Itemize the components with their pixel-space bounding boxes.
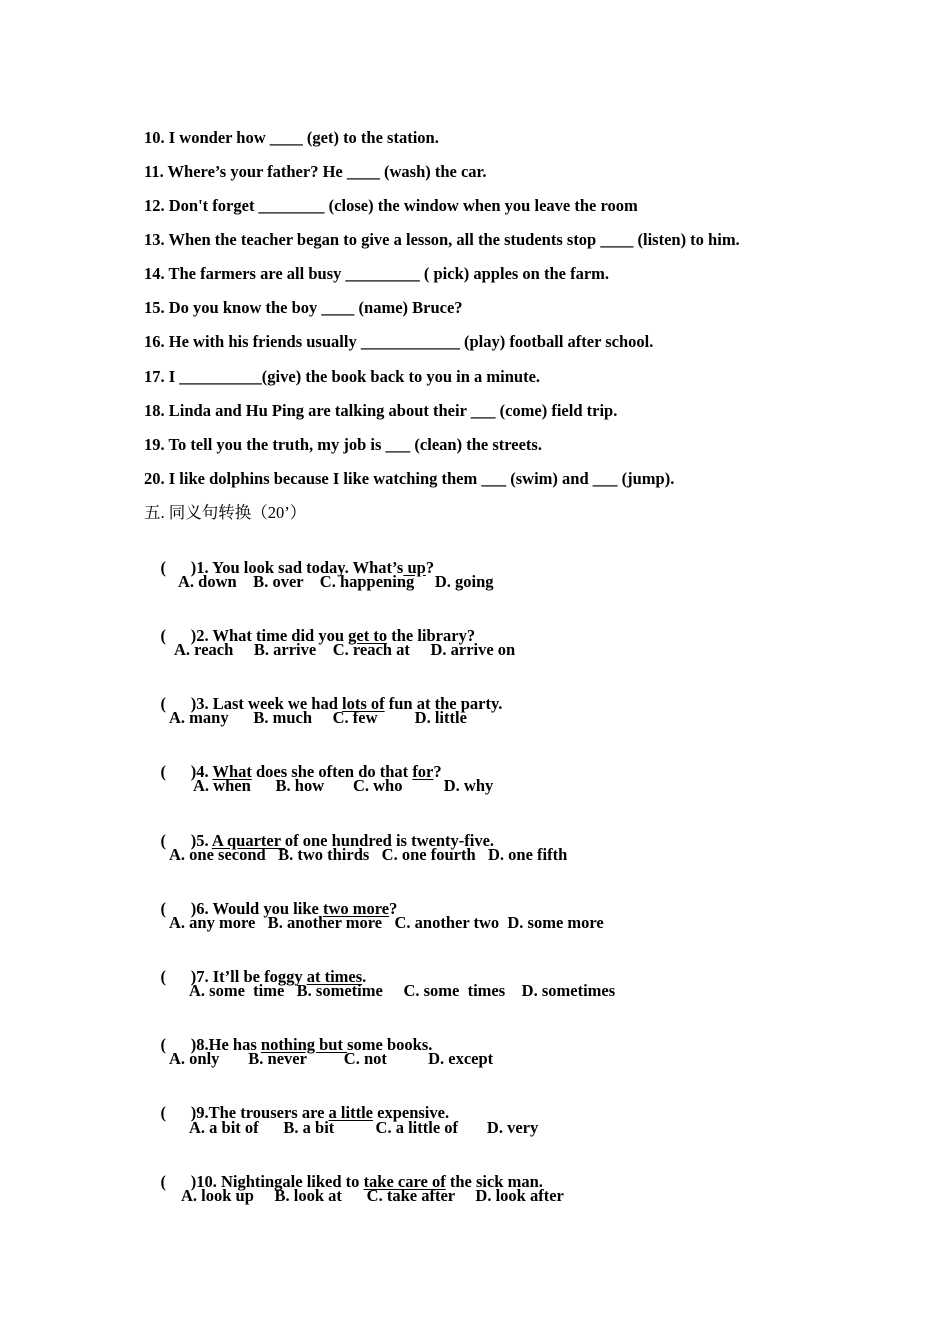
question-text: ?	[433, 762, 442, 781]
fill-item-13: 13. When the teacher began to give a lesson, all the students stop ____ (listen) to him.	[144, 230, 740, 249]
fill-item-14: 14. The farmers are all busy _________ ( pick) apples on the farm.	[144, 264, 610, 283]
question-text: 4.	[196, 762, 213, 781]
question-text: 9.The trousers are	[196, 1103, 329, 1122]
question-text: 2. What time did you	[196, 626, 349, 645]
question-text: 10. Nightingale liked to	[196, 1172, 364, 1191]
question-text: does she often do that	[251, 762, 413, 781]
options-4: A. when B. how C. who D. why	[193, 776, 494, 795]
question-text: 5.	[196, 831, 212, 850]
options-1: A. down B. over C. happening D. going	[178, 572, 494, 591]
answer-paren: ( )	[160, 967, 197, 986]
answer-paren: ( )	[160, 1103, 197, 1122]
underlined-phrase: get to	[348, 626, 388, 645]
underlined-phrase: take care of	[363, 1172, 446, 1191]
underlined-phrase: two more	[322, 899, 390, 918]
fill-item-19: 19. To tell you the truth, my job is ___ (clean) the streets.	[144, 435, 542, 454]
fill-item-18: 18. Linda and Hu Ping are talking about their ___ (come) field trip.	[144, 401, 618, 420]
question-text: fun at the party.	[384, 694, 503, 713]
question-text: .	[362, 967, 367, 986]
answer-paren: ( )	[160, 694, 197, 713]
underlined-phrase: lots of	[342, 694, 385, 713]
question-text: ?	[389, 899, 398, 918]
underlined-phrase: for	[412, 762, 434, 781]
question-text: the sick man.	[445, 1172, 543, 1191]
fill-item-20: 20. I like dolphins because I like watching them ___ (swim) and ___ (jump).	[144, 469, 675, 488]
underlined-phrase: up	[403, 558, 426, 577]
question-text: the library?	[387, 626, 476, 645]
options-10: A. look up B. look at C. take after D. look after	[181, 1186, 564, 1205]
options-7: A. some time B. sometime C. some times D. sometimes	[189, 981, 616, 1000]
underlined-phrase: nothing but	[260, 1035, 348, 1054]
fill-item-16: 16. He with his friends usually ____________ (play) football after school.	[144, 332, 654, 351]
options-5: A. one second B. two thirds C. one fourth D. one fifth	[169, 845, 568, 864]
underlined-phrase: A quarter	[211, 831, 285, 850]
answer-paren: ( )	[160, 899, 197, 918]
options-6: A. any more B. another more C. another two D. some more	[169, 913, 604, 932]
underlined-phrase: a little	[328, 1103, 373, 1122]
question-text: 8.He has	[196, 1035, 261, 1054]
section-heading: 五. 同义句转换（20’）	[144, 503, 307, 522]
question-text: 3. Last week we had	[196, 694, 343, 713]
question-text: some books.	[347, 1035, 433, 1054]
answer-paren: ( )	[160, 1035, 197, 1054]
fill-item-10: 10. I wonder how ____ (get) to the station.	[144, 128, 439, 147]
options-3: A. many B. much C. few D. little	[169, 708, 467, 727]
answer-paren: ( )	[160, 626, 197, 645]
options-9: A. a bit of B. a bit C. a little of D. very	[189, 1118, 539, 1137]
question-text: of one hundred is twenty-five.	[284, 831, 495, 850]
underlined-phrase: What	[212, 762, 252, 781]
answer-paren: ( )	[160, 1172, 197, 1191]
fill-item-15: 15. Do you know the boy ____ (name) Bruce?	[144, 298, 463, 317]
options-2: A. reach B. arrive C. reach at D. arrive on	[174, 640, 516, 659]
question-text: expensive.	[373, 1103, 450, 1122]
question-text: 6. Would you like	[196, 899, 323, 918]
fill-item-17: 17. I __________(give) the book back to you in a minute.	[144, 367, 541, 386]
question-text: ?	[425, 558, 435, 577]
underlined-phrase: at times	[306, 967, 363, 986]
answer-paren: ( )	[160, 762, 197, 781]
question-text: 1. You look sad today. What’s	[196, 558, 404, 577]
options-8: A. only B. never C. not D. except	[169, 1049, 494, 1068]
fill-item-12: 12. Don't forget ________ (close) the window when you leave the room	[144, 196, 638, 215]
fill-item-11: 11. Where’s your father? He ____ (wash) the car.	[144, 162, 487, 181]
question-text: 7. It’ll be foggy	[196, 967, 307, 986]
answer-paren: ( )	[160, 831, 197, 850]
answer-paren: ( )	[160, 558, 197, 577]
